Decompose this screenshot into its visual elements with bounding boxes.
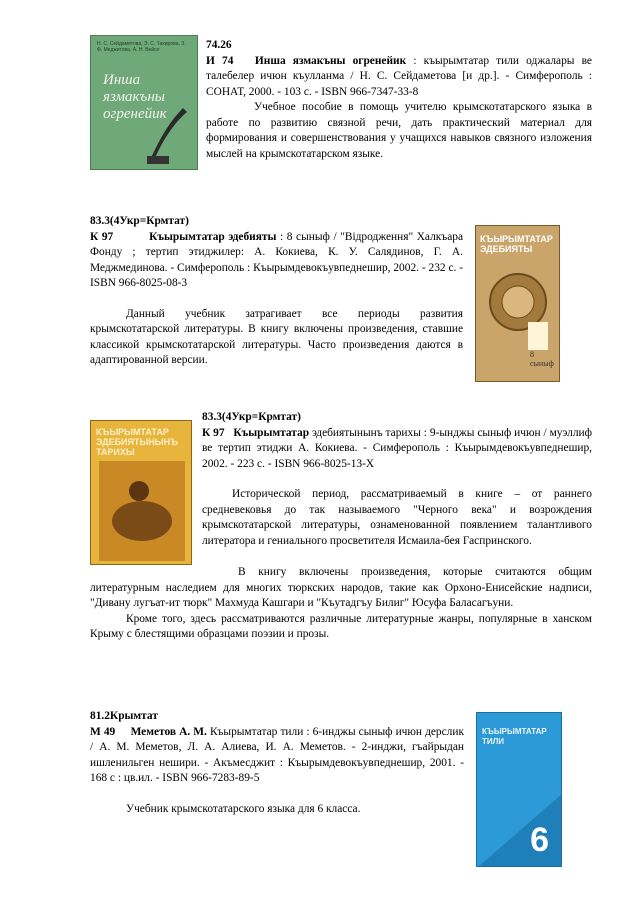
cipher: М 49 [90, 725, 116, 738]
description: Къырымтатар тили : 6-инджы сыныф ичюн дерслик / А. М. Меметов, Л. А. Алиева, И. А. Меметов. - 2-инджи, гъайрыдан ишленильген нешири. - Акъмесджит : Къырымдевокъувпеднешир, 2001. - 168 с : цв.ил. - ISBN 966-7283-89-5 [90, 725, 464, 784]
description: : 8 сыныф / "Відродження" Халкъара Фонду ; тертип этиджилер: А. Кокиева, К. У. Салядинов, Г. А. Меджмединова. - Симферополь : Къырымдевокъувпеднешир, 2002. - 232 с. - ISBN 966-8025-08-3 [90, 230, 463, 289]
bbk-code: 83.3(4Укр=Крмтат) [202, 411, 301, 423]
cover-title: КЪЫРЫМТАТАР ТИЛИ [482, 727, 547, 746]
cipher: К 97 [202, 426, 225, 439]
cipher: И 74 [206, 54, 234, 67]
record-1 [206, 38, 592, 162]
annotation-part-1: Исторической период, рассматриваемый в книге – от раннего средневековья до так называемого "Черного века" и возрождения крымскотатарской литературы, ознаменованной появлением талантливого литератора и гениального просветителя Исмаила-бея Гаспринского. [202, 488, 592, 547]
book-cover-3 [90, 420, 192, 565]
annotation-part-2: В книгу включены произведения, которые считаются общим литературным наследием для многих тюркских народов, такие как Орхоно-Енисейские надписи, "Дивану лугъат-ит тюрк" Махмуда Кашгари и "Къутадгъу Билиг" Юсуфа Баласагъуни. [90, 566, 592, 609]
ornament-icon [484, 262, 552, 352]
record-3-body [90, 565, 592, 643]
description: : къырымтатар тили оджалары ве талебелер ичюн къулланма / Н. С. Сейдаметова [и др.]. - Симферополь : СОНАТ, 2000. - 103 с. - ISBN 966-7347-33-8 [206, 54, 592, 98]
bbk-code: 74.26 [206, 39, 232, 51]
cover-authors: Н. С. Сейдаметова, Э. С. Тахирова, З. Ф. Меджитова, А. Н. Вейсе [97, 41, 186, 53]
annotation-part-3: Кроме того, здесь рассматриваются различные литературные жанры, популярные в ханском Крыму с блестящими образцами поэзии и прозы. [90, 612, 592, 640]
annotation: Учебное пособие в помощь учителю крымскотатарского языка в работе по развитию связной речи, дать практический материал для формирования и совершенствования у учащихся навыков связного изложения мыслей на крымскотатарском языке. [206, 101, 592, 160]
book-cover-4 [476, 712, 562, 867]
book-title: Къырымтатар [233, 426, 310, 439]
bbk-code: 83.3(4Укр=Крмтат) [90, 215, 189, 227]
author: Меметов А. М. [130, 725, 207, 738]
quill-pen-icon [143, 106, 191, 166]
cover-title: КЪЫРЫМТАТАР ЭДЕБИЯТЫ [480, 234, 553, 254]
record-2 [90, 214, 463, 369]
annotation: Учебник крымскотатарского языка для 6 класса. [126, 802, 361, 815]
record-3-head [202, 410, 592, 549]
cover-title: Инша язмакъны огренейик [103, 72, 167, 122]
horseman-illustration-icon [99, 461, 185, 561]
cover-grade-number: 6 [530, 821, 549, 859]
cover-grade: 8 сыныф [530, 350, 554, 368]
record-4 [90, 709, 464, 817]
cover-title: КЪЫРЫМТАТАР ЭДЕБИЯТЫНЫНЪ ТАРИХЫ [96, 427, 178, 457]
cipher: К 97 [90, 230, 114, 243]
book-cover-1 [90, 35, 198, 170]
book-cover-2 [475, 225, 560, 382]
bbk-code: 81.2Крымтат [90, 710, 158, 722]
cover-decoration-icon [477, 773, 562, 867]
book-title: Къырымтатар эдебияты [149, 230, 277, 243]
annotation: Данный учебник затрагивает все периоды развития крымскотатарской литературы. В книгу включены произведения, ставшие классикой крымскотатарской литературы. Часто произведения даются в адаптированной версии. [90, 307, 463, 366]
book-title: Инша язмакъны огренейик [254, 54, 407, 67]
description: эдебиятынынъ тарихы : 9-ынджы сыныф ичюн / муэллиф ве тертип этиджи А. Кокиева. - Симферополь : Къырымдевокъувпеднешир, 2002. - 223 с. - ISBN 966-8025-13-Х [202, 426, 592, 470]
